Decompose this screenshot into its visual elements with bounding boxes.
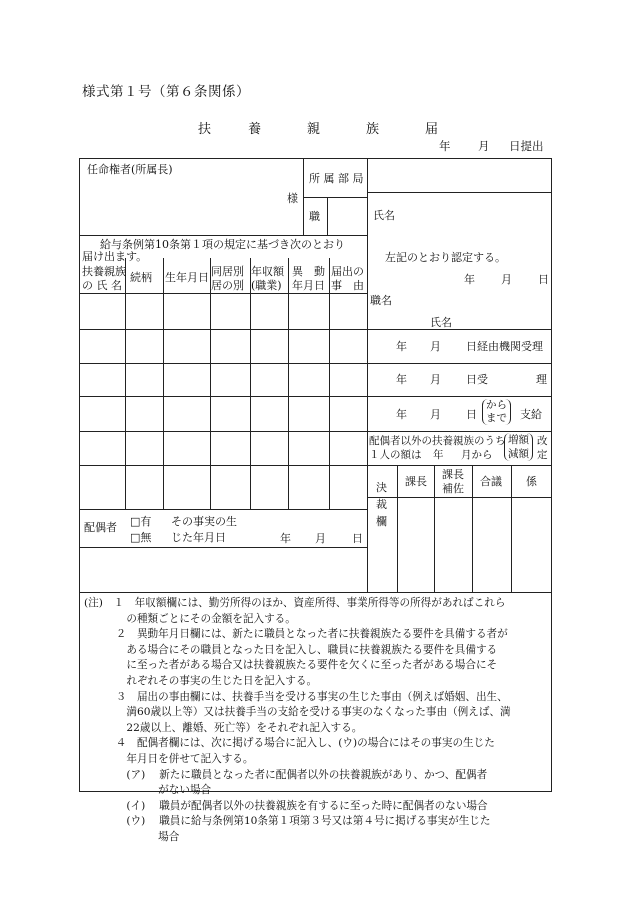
row4-line2a: １人の額は [369, 449, 422, 461]
note-line: (ウ) 職員に給与条例第10条第１項第３号又は第４号に掲げる事実が生じた [84, 815, 491, 828]
title-char-2: 養 [248, 122, 262, 137]
spouse-day: 日 [352, 532, 363, 545]
spouse-year: 年 [280, 532, 291, 545]
approval-day: 日 [538, 273, 549, 286]
title-char-3: 親 [307, 122, 321, 137]
position-label: 職 [309, 210, 320, 223]
from-until-brace: から まで [482, 399, 511, 425]
approval-year: 年 [464, 273, 475, 286]
submit-month: 月 [478, 139, 490, 153]
row2-li: 理 [536, 373, 547, 386]
row3-pay: 支給 [520, 408, 542, 421]
title-char-1: 扶 [198, 122, 212, 137]
submit-day: 日提出 [509, 139, 544, 153]
approval-name: 氏名 [430, 316, 452, 329]
note-line: (注) １ 年収額欄には、勤労所得のほか、資産所得、事業所得等の所得があればこれら [84, 597, 506, 609]
row4-kai: 改 [537, 435, 548, 447]
row4-line1: 配偶者以外の扶養親族のうち [369, 435, 506, 447]
col-birthdate: 生年月日 [165, 271, 209, 284]
intro-line-1: 給与条例第10条第１項の規定に基づき次のとおり [100, 238, 345, 251]
decision-col-kacho-hosa: 課長 補佐 [442, 468, 464, 496]
spouse-fact-1: その事実の生 [171, 515, 237, 528]
form-table [79, 158, 552, 843]
spouse-yes[interactable]: □有 [130, 515, 152, 528]
inc-dec-brace: 増額 減額 [504, 433, 533, 461]
row1-rest: 日経由機関受理 [466, 340, 543, 353]
row3-day: 日 [466, 408, 477, 421]
col-reason: 届出の 事 由 [331, 265, 364, 292]
note-line: ある場合にその職員となった日を記入し、職員に扶養親族たる要件を具備する [84, 643, 498, 656]
note-line: ２ 異動年月日欄には、新たに職員となった者に扶養親族たる要件を具備する者が [84, 628, 508, 641]
decision-col-kakari: 係 [526, 475, 537, 488]
spouse-fact-2: じた年月日 [171, 531, 226, 544]
note-line: ３ 届出の事由欄には、扶養手当を受ける事実の生じた事由（例えば婚姻、出生、 [84, 690, 508, 703]
note-line: がない場合 [84, 784, 212, 797]
spouse-month: 月 [315, 532, 326, 545]
note-line: 年月日を併せて記入する。 [84, 753, 254, 765]
col-change-date: 異 動 年月日 [292, 265, 325, 292]
department-label: 所 属 部 局 [309, 172, 364, 185]
col-relation: 続柄 [130, 271, 152, 284]
row2-month: 月 [430, 373, 441, 386]
intro-line-2: 届け出ます。 [82, 250, 148, 263]
note-line: に至った者がある場合又は扶養親族たる要件を欠くに至った者がある場合にそ [84, 659, 498, 672]
row2-day: 日受 [466, 373, 488, 386]
note-line: ４ 配偶者欄には、次に掲げる場合に記入し、(ウ)の場合にはその事実の生じた [84, 737, 495, 750]
approval-month: 月 [501, 273, 512, 286]
title-char-4: 族 [366, 122, 380, 137]
row4-tei: 定 [537, 449, 548, 461]
sama-suffix: 様 [287, 192, 298, 205]
row1-year: 年 [396, 340, 407, 353]
note-line: 場合 [84, 831, 180, 843]
note-line: (ア) 新たに職員となった者に配偶者以外の扶養親族があり、かつ、配偶者 [84, 768, 488, 781]
decision-col-kacho: 課長 [405, 475, 427, 488]
title-char-5: 届 [425, 122, 439, 137]
approval-text: 左記のとおり認定する。 [385, 251, 506, 264]
submit-year: 年 [439, 139, 451, 153]
row3-year: 年 [396, 408, 407, 421]
note-line: 22歳以上、離婚、死亡等）をそれぞれ記入する。 [84, 721, 363, 734]
row2-year: 年 [396, 373, 407, 386]
row4-line2b: 年 [433, 449, 444, 461]
note-line: (イ) 職員が配偶者以外の扶養親族を有するに至った時に配偶者のない場合 [84, 799, 488, 812]
note-line: 満60歳以上等）又は扶養手当の支給を受ける事実のなくなった事由（例えば、満 [84, 706, 511, 719]
row4-line2c: 月から [461, 449, 493, 461]
col-income: 年収額 (職業) [251, 265, 284, 292]
decision-col-aigi: 合議 [480, 475, 502, 488]
note-line: れぞれその事実の生じた日を記入する。 [84, 675, 318, 687]
approval-position: 職名 [370, 294, 392, 307]
form-number: 様式第１号（第６条関係） [82, 84, 250, 100]
row3-month: 月 [430, 408, 441, 421]
col-dependent-name: 扶養親族 の 氏 名 [82, 265, 126, 292]
name-label: 氏名 [373, 209, 395, 222]
note-line: の種類ごとにその金額を記入する。 [84, 612, 296, 625]
col-cohabit: 同居別 居の別 [211, 265, 244, 292]
decision-label: 決 裁 欄 [376, 481, 387, 528]
spouse-no[interactable]: □無 [130, 531, 152, 544]
appointer-label: 任命権者(所属長) [87, 163, 173, 176]
spouse-label: 配偶者 [84, 521, 117, 534]
row1-month: 月 [430, 340, 441, 353]
